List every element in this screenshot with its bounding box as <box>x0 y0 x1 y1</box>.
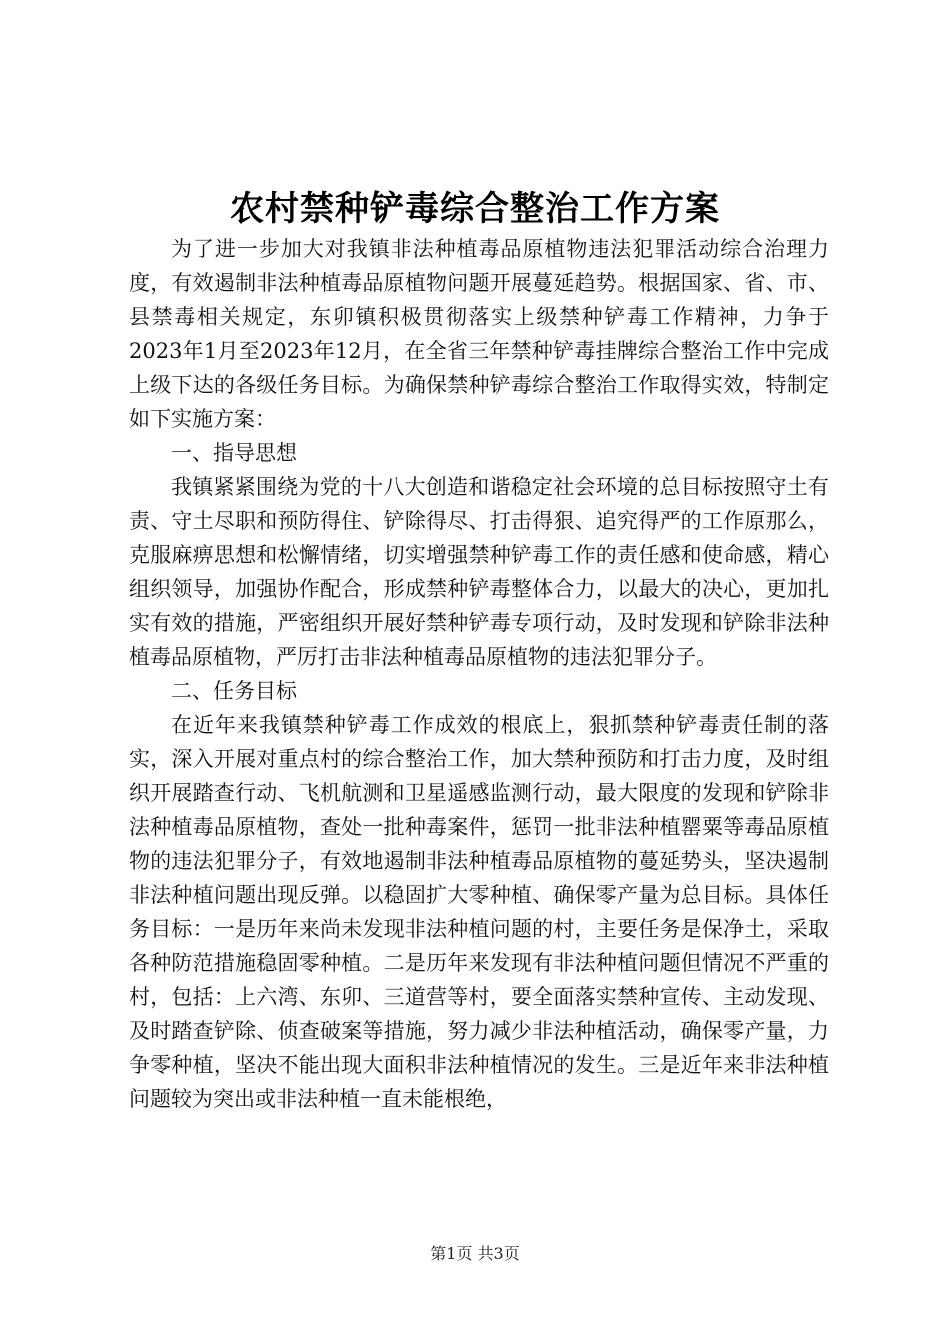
page-footer: 第1页 共3页 <box>430 1244 520 1263</box>
paragraph-intro: 为了进一步加大对我镇非法种植毒品原植物违法犯罪活动综合治理力度，有效遏制非法种植毒品原植物问题开展蔓延趋势。根据国家、省、市、县禁毒相关规定，东卯镇积极贯彻落实上级禁种铲毒工作精神，力争于2023年1月至2023年12月，在全省三年禁种铲毒挂牌综合整治工作中完成上级下达的各级任务目标。为确保禁种铲毒综合整治工作取得实效，特制定如下实施方案： <box>129 237 829 431</box>
document-title: 农村禁种铲毒综合整治工作方案 <box>230 189 720 229</box>
paragraph-guiding-ideology: 我镇紧紧围绕为党的十八大创造和谐稳定社会环境的总目标按照守土有责、守土尽职和预防得住、铲除得尽、打击得狠、追究得严的工作原那么，克服麻痹思想和松懈情绪，切实增强禁种铲毒工作的责任感和使命感，精心组织领导，加强协作配合，形成禁种铲毒整体合力，以最大的决心，更加扎实有效的措施，严密组织开展好禁种铲毒专项行动，及时发现和铲除非法种植毒品原植物，严厉打击非法种植毒品原植物的违法犯罪分子。 <box>129 475 829 669</box>
paragraph-task-goals: 在近年来我镇禁种铲毒工作成效的根底上，狠抓禁种铲毒责任制的落实，深入开展对重点村的综合整治工作，加大禁种预防和打击力度，及时组织开展踏查行动、飞机航测和卫星遥感监测行动，最大限度的发现和铲除非法种植毒品原植物，查处一批种毒案件，惩罚一批非法种植罂粟等毒品原植物的违法犯罪分子，有效地遏制非法种植毒品原植物的蔓延势头，坚决遏制非法种植问题出现反弹。以稳固扩大零种植、确保零产量为总目标。具体任务目标：一是历年来尚未发现非法种植问题的村，主要任务是保净土，采取各种防范措施稳固零种植。二是历年来发现有非法种植问题但情况不严重的村，包括：上六湾、东卯、三道营等村，要全面落实禁种宣传、主动发现、及时踏查铲除、侦查破案等措施，努力减少非法种植活动，确保零产量，力争零种植，坚决不能出现大面积非法种植情况的发生。三是近年来非法种植问题较为突出或非法种植一直未能根绝， <box>129 713 829 1111</box>
section-heading-task-goals: 二、任务目标 <box>171 679 297 703</box>
section-heading-guiding-ideology: 一、指导思想 <box>171 441 297 465</box>
document-body <box>129 232 829 1116</box>
